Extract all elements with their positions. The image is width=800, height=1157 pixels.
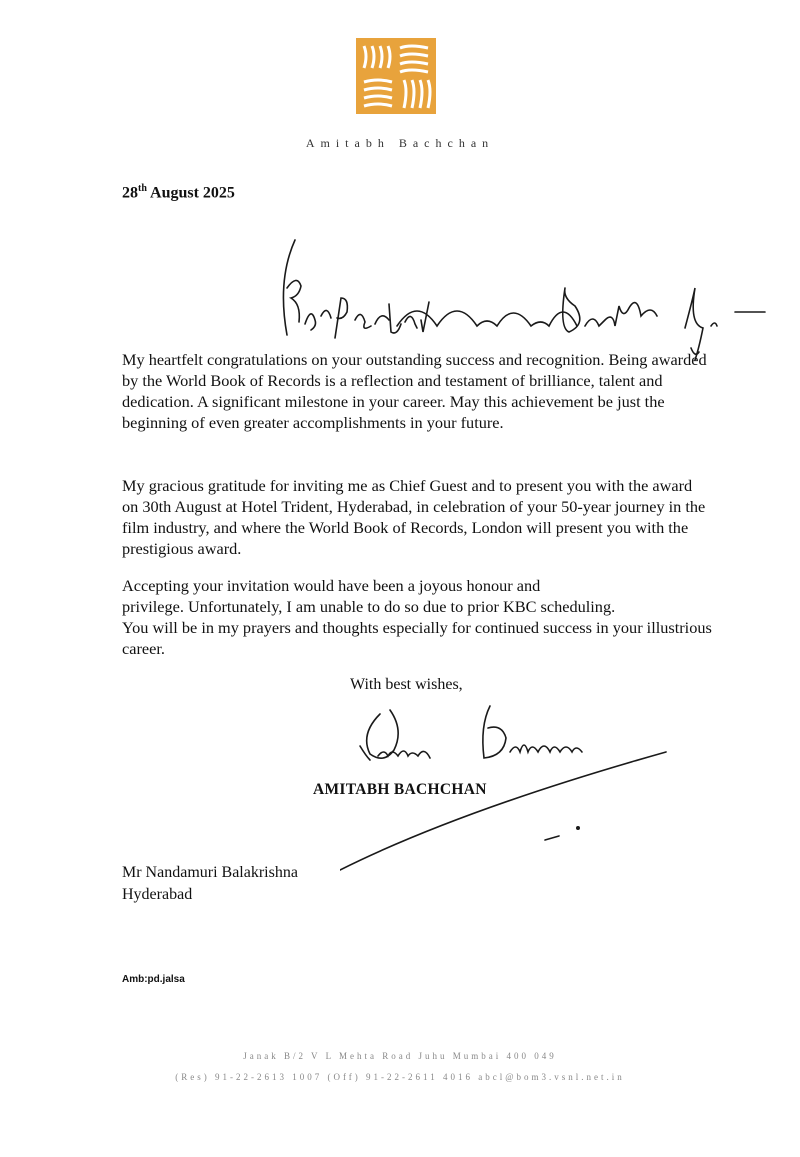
footer-contact: (Res) 91-22-2613 1007 (Off) 91-22-2611 4016 abcl@bom3.vsnl.net.in	[175, 1072, 625, 1082]
signatory-name: AMITABH BACHCHAN	[313, 781, 487, 798]
lines-emblem-icon	[356, 38, 436, 114]
paragraph-gratitude: My gracious gratitude for inviting me as Chief Guest and to present you with the award on 30th August at Hotel Trident, Hyderabad, in celebration of your 50-year journey in the film industry, and where the World Book of Records, London will present you with the prestigious award.	[122, 476, 706, 558]
recipient-address	[122, 862, 298, 906]
paragraph-congratulations: My heartfelt congratulations on your outstanding success and recognition. Being awarded by the World Book of Records is a reflection and testament of brilliance, talent and dedication. A significant milestone in your career. May this achievement be just the beginning of even greater accomplishments in your future.	[122, 350, 707, 432]
closing-wishes: With best wishes,	[350, 676, 463, 693]
paragraph-regret: Accepting your invitation would have been a joyous honour and privilege. Unfortunately, I am unable to do so due to prior KBC scheduling. You will be in my prayers and thoughts especially for continued success in your illustrious career.	[122, 576, 712, 658]
recipient-name: Mr Nandamuri Balakrishna	[122, 864, 298, 881]
recipient-city: Hyderabad	[122, 886, 193, 903]
letterhead-name: Amitabh Bachchan	[305, 136, 495, 150]
letter-date: 28th August 2025	[122, 183, 235, 202]
footer-address: Janak B/2 V L Mehta Road Juhu Mumbai 400 049	[243, 1051, 557, 1061]
reference-code: Amb:pd.jalsa	[122, 974, 185, 985]
